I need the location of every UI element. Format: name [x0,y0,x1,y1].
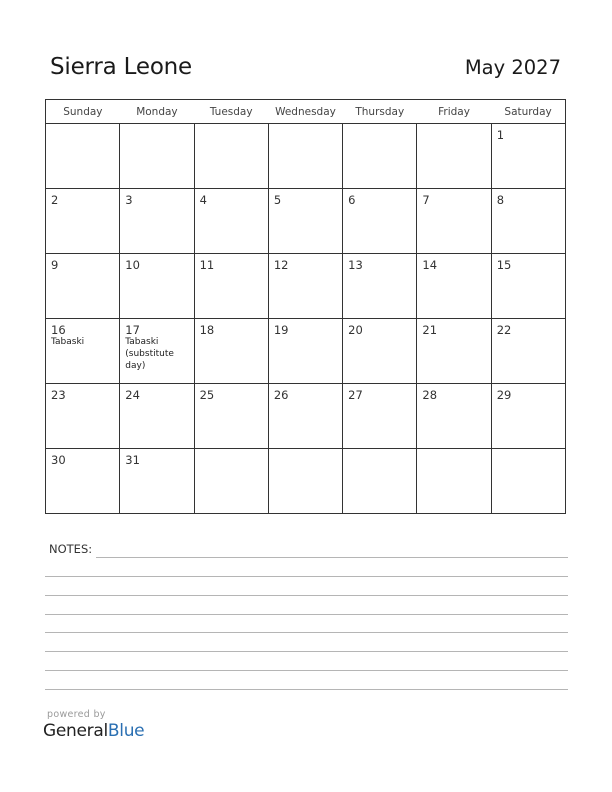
day-number: 7 [422,193,430,207]
day-cell [268,189,342,254]
day-cell [120,124,194,189]
day-cell [268,449,342,514]
day-cell [46,189,120,254]
day-cell [120,319,194,384]
day-cell [120,384,194,449]
weekday-header-row [46,100,566,124]
week-row [46,124,566,189]
day-cell [343,254,417,319]
day-cell [46,254,120,319]
week-row [46,319,566,384]
day-number: 23 [51,388,66,402]
note-line [45,614,568,615]
day-number: 31 [125,453,140,467]
day-number: 3 [125,193,133,207]
day-cell [268,254,342,319]
month-year-label: May 2027 [464,56,561,79]
note-line [45,651,568,652]
day-number: 9 [51,258,59,272]
day-number: 28 [422,388,438,402]
day-cell [417,384,491,449]
weekday-header: Saturday [491,100,565,124]
day-cell [46,449,120,514]
day-cell [491,319,565,384]
day-cell [343,189,417,254]
day-cell [417,124,491,189]
day-cell [268,384,342,449]
holiday-label: Tabaski [51,337,85,347]
day-cell [343,319,417,384]
day-number: 11 [199,258,215,272]
day-cell [194,384,268,449]
powered-by-text: powered by [47,709,106,720]
day-cell [194,254,268,319]
day-number: 19 [273,323,289,337]
note-line [45,576,568,577]
day-cell [120,189,194,254]
day-cell [491,384,565,449]
day-number: 20 [348,323,363,337]
day-number: 6 [348,193,356,207]
weekday-header: Friday [417,100,491,124]
day-cell [417,189,491,254]
day-number: 30 [51,453,66,467]
day-number: 26 [273,388,289,402]
weekday-header: Tuesday [194,100,268,124]
week-row [46,189,566,254]
day-cell [46,124,120,189]
day-number: 21 [422,323,438,337]
day-cell [194,124,268,189]
week-row [46,254,566,319]
day-cell [491,254,565,319]
day-cell [417,319,491,384]
day-cell [491,124,565,189]
day-cell [194,449,268,514]
week-row [46,449,566,514]
day-number: 24 [125,388,140,402]
day-number: 15 [496,258,512,272]
day-cell [491,189,565,254]
brand-blue-text: Blue [107,721,145,741]
note-line [45,670,568,671]
day-number: 2 [51,193,59,207]
brand-general-text: General [43,721,108,741]
day-number: 8 [496,193,505,207]
day-number: 25 [199,388,215,402]
day-number: 5 [273,193,282,207]
day-number: 4 [199,193,207,207]
day-number: 18 [199,323,215,337]
day-number: 17 [125,323,140,337]
note-line [96,557,568,558]
brand-logo[interactable] [43,721,144,741]
day-cell [46,384,120,449]
note-line [45,595,568,596]
day-cell [268,319,342,384]
notes-label: NOTES: [49,542,93,556]
day-number: 13 [348,258,363,272]
week-row [46,384,566,449]
day-cell [491,449,565,514]
weekday-header: Sunday [46,100,120,124]
day-number: 29 [496,388,512,402]
day-number: 12 [273,258,289,272]
note-line [45,689,568,690]
weekday-header: Wednesday [268,100,342,124]
day-cell [417,254,491,319]
day-cell [417,449,491,514]
day-number: 10 [125,258,140,272]
day-number: 1 [496,128,505,142]
holiday-label: Tabaski (substitute day) [125,337,174,371]
day-cell [120,449,194,514]
weekday-header: Monday [120,100,194,124]
day-number: 27 [348,388,363,402]
day-cell [343,384,417,449]
day-cell [343,449,417,514]
day-number: 22 [496,323,512,337]
weekday-header: Thursday [343,100,417,124]
note-line [45,632,568,633]
day-cell [268,124,342,189]
calendar-grid [45,99,566,514]
day-number: 16 [51,323,66,337]
day-cell [194,319,268,384]
day-cell [46,319,120,384]
day-cell [120,254,194,319]
day-cell [194,189,268,254]
day-number: 14 [422,258,438,272]
day-cell [343,124,417,189]
country-title: Sierra Leone [50,54,193,80]
